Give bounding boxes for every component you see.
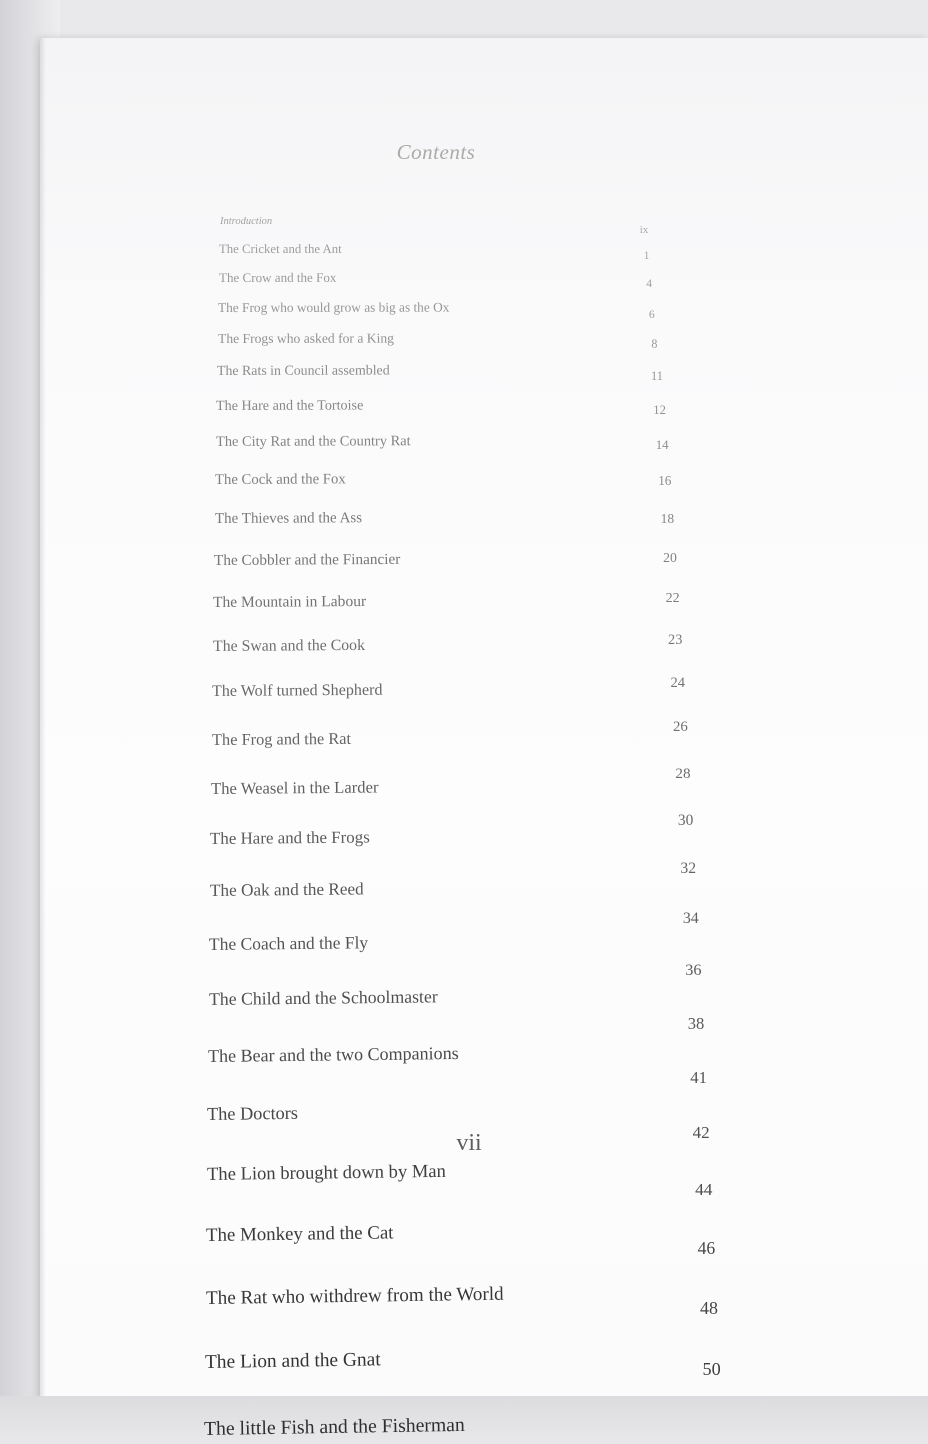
toc-entry-page: 28 — [675, 764, 691, 782]
toc-entry-title: The Mountain in Labour — [213, 593, 367, 612]
page-folio: vii — [456, 1130, 482, 1156]
toc-entry-page: 30 — [677, 811, 694, 829]
toc-entry-page: 20 — [663, 549, 677, 565]
toc-entry-page: 38 — [687, 1013, 705, 1033]
toc-entry-page: 32 — [680, 860, 697, 878]
toc-entry-title: The Frog and the Rat — [211, 729, 351, 750]
toc-entry-page: 24 — [670, 674, 686, 691]
toc-entry-title: The Cricket and the Ant — [219, 241, 343, 256]
toc-entry-page: 44 — [695, 1180, 713, 1200]
toc-entry-title: The Thieves and the Ass — [214, 510, 362, 527]
toc-entry-page: ix — [639, 223, 649, 236]
toc-entry-page: 11 — [651, 369, 663, 384]
toc-entry-title: The Swan and the Cook — [212, 636, 365, 655]
toc-entry-title: The Cobbler and the Financier — [213, 550, 401, 569]
toc-entry-page: 1 — [643, 249, 650, 262]
page-fold-shadow — [40, 38, 46, 1404]
toc-entry-title: Introduction — [220, 215, 273, 227]
toc-entry-title: The Lion and the Gnat — [204, 1349, 381, 1374]
toc-entry-page: 22 — [665, 589, 680, 606]
toc-entry-title: The Crow and the Fox — [218, 269, 337, 286]
toc-entry-page: 26 — [672, 718, 688, 735]
toc-entry-page: 18 — [660, 510, 675, 526]
toc-entry-title: The Bear and the two Companions — [207, 1042, 459, 1066]
toc-entry-title: The Coach and the Fly — [209, 932, 369, 955]
toc-entry-title: The Doctors — [207, 1102, 299, 1125]
toc-entry-title: The Frog who would grow as big as the Ox — [218, 299, 450, 315]
toc-entry-page: 4 — [646, 277, 653, 290]
toc-entry-page: 12 — [653, 402, 666, 417]
toc-entry-page: 46 — [697, 1238, 716, 1259]
toc-entry-title: The City Rat and the Country Rat — [215, 433, 411, 451]
toc-entry-page: 8 — [651, 337, 658, 352]
page-title: Contents — [396, 140, 476, 164]
toc-entry-title: The Rat who withdrew from the World — [205, 1283, 504, 1309]
toc-entry-title: The Rats in Council assembled — [216, 363, 390, 379]
toc-entry-page: 23 — [668, 631, 683, 648]
book-page — [40, 38, 928, 1404]
toc-entry-title: The Hare and the Tortoise — [216, 397, 364, 415]
toc-entry-title: The Frogs who asked for a King — [217, 330, 394, 347]
toc-entry-page: 14 — [655, 437, 669, 453]
toc-entry-page: 36 — [685, 961, 702, 980]
toc-entry-title: The Monkey and the Cat — [206, 1222, 394, 1247]
toc-entry-title: The little Fish and the Fisherman — [204, 1414, 466, 1441]
toc-entry-title: The Weasel in the Larder — [210, 777, 379, 799]
toc-entry-title: The Cock and the Fox — [215, 471, 346, 488]
toc-entry-page: 41 — [690, 1067, 707, 1087]
toc-entry-page: 50 — [702, 1358, 721, 1379]
toc-entry-page: 42 — [692, 1123, 710, 1143]
toc-entry-page: 6 — [648, 306, 655, 321]
toc-entry-title: The Oak and the Reed — [209, 879, 364, 901]
toc-entry-page: 48 — [700, 1297, 718, 1318]
toc-entry-page: 34 — [682, 910, 699, 928]
toc-entry-title: The Child and the Schoolmaster — [208, 986, 438, 1010]
toc-entry-page: 16 — [658, 473, 672, 489]
toc-entry-title: The Lion brought down by Man — [206, 1160, 446, 1185]
toc-entry-title: The Hare and the Frogs — [210, 827, 371, 849]
toc-entry-title: The Wolf turned Shepherd — [212, 682, 383, 701]
